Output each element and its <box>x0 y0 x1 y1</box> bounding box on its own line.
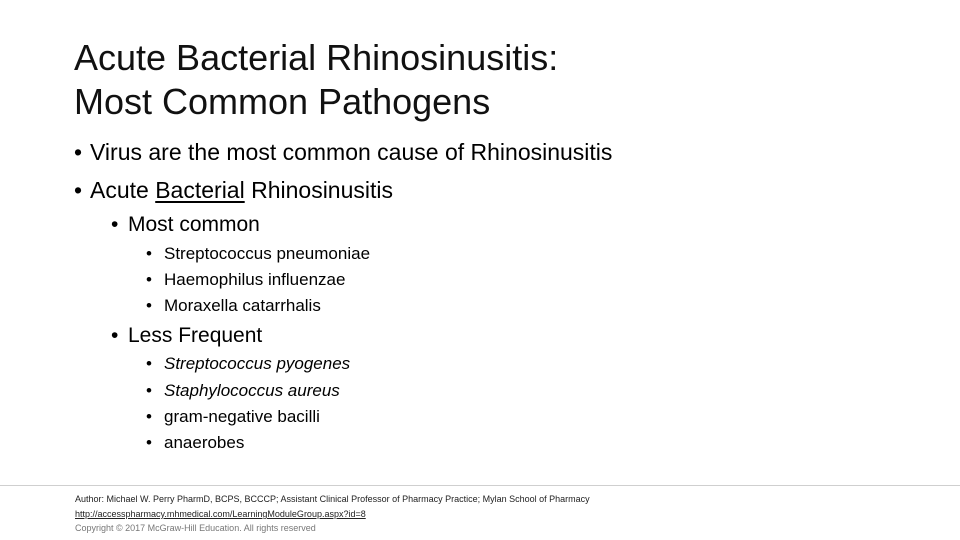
bullet-less-frequent <box>111 324 262 348</box>
bullet-marker: • <box>146 407 152 426</box>
pathogen-item <box>146 354 350 374</box>
pathogen-name: Moraxella catarrhalis <box>164 296 321 315</box>
slide-title <box>74 36 894 124</box>
footer-link[interactable]: http://accesspharmacy.mhmedical.com/LearningModuleGroup.aspx?id=8 <box>75 509 366 519</box>
pathogen-name: Haemophilus influenzae <box>164 270 346 289</box>
title-line-1: Acute Bacterial Rhinosinusitis: <box>74 37 559 78</box>
bullet-text: Most common <box>128 213 260 236</box>
bullet-marker: • <box>74 139 83 165</box>
bullet-marker: • <box>146 381 152 400</box>
bullet-marker: • <box>111 324 119 347</box>
pathogen-item <box>146 381 340 401</box>
bullet-text: Less Frequent <box>128 324 263 347</box>
bullet-marker: • <box>74 177 83 203</box>
pathogen-name: Staphylococcus aureus <box>164 381 340 400</box>
title-line-2: Most Common Pathogens <box>74 81 491 122</box>
pathogen-item <box>146 296 321 316</box>
bullet-text-underlined: Bacterial <box>155 177 245 203</box>
bullet-marker: • <box>146 244 152 263</box>
bullet-text-prefix: Acute <box>90 177 156 203</box>
bullet-marker: • <box>146 270 152 289</box>
pathogen-item <box>146 244 370 264</box>
bullet-marker: • <box>146 433 152 452</box>
bullet-marker: • <box>111 213 119 236</box>
footer-divider <box>0 485 960 486</box>
pathogen-name: gram-negative bacilli <box>164 407 320 426</box>
pathogen-item <box>146 270 345 290</box>
bullet-acute-bacterial <box>74 177 393 204</box>
pathogen-name: Streptococcus pyogenes <box>164 354 351 373</box>
pathogen-item <box>146 433 244 453</box>
pathogen-name: Streptococcus pneumoniae <box>164 244 371 263</box>
pathogen-item <box>146 407 320 427</box>
bullet-marker: • <box>146 354 152 373</box>
bullet-marker: • <box>146 296 152 315</box>
bullet-most-common <box>111 213 260 237</box>
footer-copyright: Copyright © 2017 McGraw-Hill Education. All rights reserved <box>75 523 316 533</box>
pathogen-name: anaerobes <box>164 433 245 452</box>
bullet-text-suffix: Rhinosinusitis <box>244 177 393 203</box>
bullet-virus <box>74 139 612 166</box>
bullet-text: Virus are the most common cause of Rhinosinusitis <box>90 139 613 165</box>
footer-author: Author: Michael W. Perry PharmD, BCPS, BCCCP; Assistant Clinical Professor of Pharmacy Practice; Mylan School of Pharmacy <box>75 494 590 504</box>
